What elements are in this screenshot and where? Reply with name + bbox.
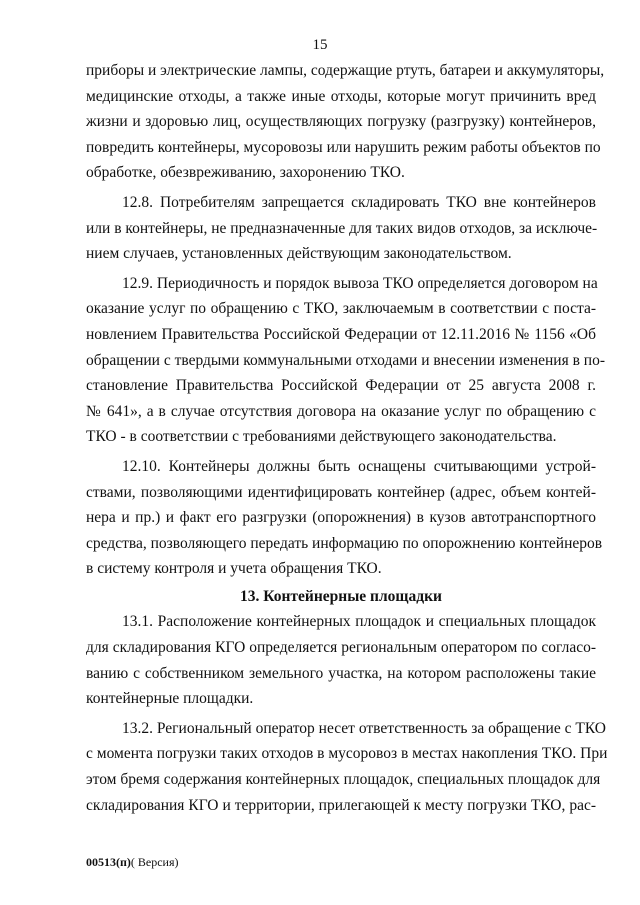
text-line: с момента погрузки таких отходов в мусоровоз в местах накопления ТКО. При <box>86 745 608 763</box>
text-line: обращении с твердыми коммунальными отходами и внесении изменения в по- <box>86 351 606 369</box>
text-line: нера и пр.) и факт его разгрузки (опорожнения) в кузов автотранспортного <box>86 509 596 527</box>
text-line: складирования КГО и территории, прилегающей к месту погрузки ТКО, рас- <box>86 796 596 814</box>
text-line: обработке, обезвреживанию, захоронению ТКО. <box>86 164 405 182</box>
text-line: оказание услуг по обращению с ТКО, заключаемым в соответствии с поста- <box>86 300 596 318</box>
text-line: медицинские отходы, а также иные отходы, которые могут причинить вред <box>86 87 596 105</box>
document-body <box>86 58 608 818</box>
text-line: 12.10. Контейнеры должны быть оснащены считывающими устрой- <box>122 457 596 475</box>
text-line: приборы и электрические лампы, содержащие ртуть, батареи и аккумуляторы, <box>86 62 605 79</box>
text-line: этом бремя содержания контейнерных площадок, специальных площадок для <box>86 771 601 789</box>
text-line: 13.1. Расположение контейнерных площадок и специальных площадок <box>122 613 596 631</box>
text-line: 13.2. Региональный оператор несет ответственность за обращение с ТКО <box>122 719 606 737</box>
text-line: 12.8. Потребителям запрещается складировать ТКО вне контейнеров <box>122 193 596 211</box>
text-line: ванию с собственником земельного участка, на котором расположены такие <box>86 664 596 682</box>
text-line: новлением Правительства Российской Федерации от 12.11.2016 № 1156 «Об <box>86 325 596 343</box>
text-line: для складирования КГО определяется региональным оператором по согласо- <box>86 639 596 657</box>
text-line: № 641», а в случае отсутствия договора на оказание услуг по обращению с <box>86 402 596 420</box>
text-line: повредить контейнеры, мусоровозы или нарушить режим работы объектов по <box>86 138 601 156</box>
text-line: контейнерные площадки. <box>86 690 254 708</box>
text-line: нием случаев, установленных действующим законодательством. <box>86 245 512 263</box>
text-line: ТКО - в соответствии с требованиями действующего законодательства. <box>86 428 557 446</box>
text-line: или в контейнеры, не предназначенные для таких видов отходов, за исключе- <box>86 219 598 237</box>
document-code <box>86 855 179 870</box>
text-line: жизни и здоровью лиц, осуществляющих погрузку (разгрузку) контейнеров, <box>86 113 596 131</box>
document-code-number: 00513(п) <box>86 855 131 869</box>
text-line: становление Правительства Российской Федерации от 25 августа 2008 г. <box>86 377 596 395</box>
text-line: средства, позволяющего передать информацию по опорожнению контейнеров <box>86 534 603 552</box>
text-line: ствами, позволяющими идентифицировать контейнер (адрес, объем контей- <box>86 483 596 501</box>
page-number: 15 <box>312 37 328 53</box>
text-line: 12.9. Периодичность и порядок вывоза ТКО определяется договором на <box>122 274 598 292</box>
text-line: в систему контроля и учета обращения ТКО. <box>86 560 382 578</box>
document-version: ( Версия) <box>130 855 179 869</box>
section-heading: 13. Контейнерные площадки <box>240 587 442 605</box>
